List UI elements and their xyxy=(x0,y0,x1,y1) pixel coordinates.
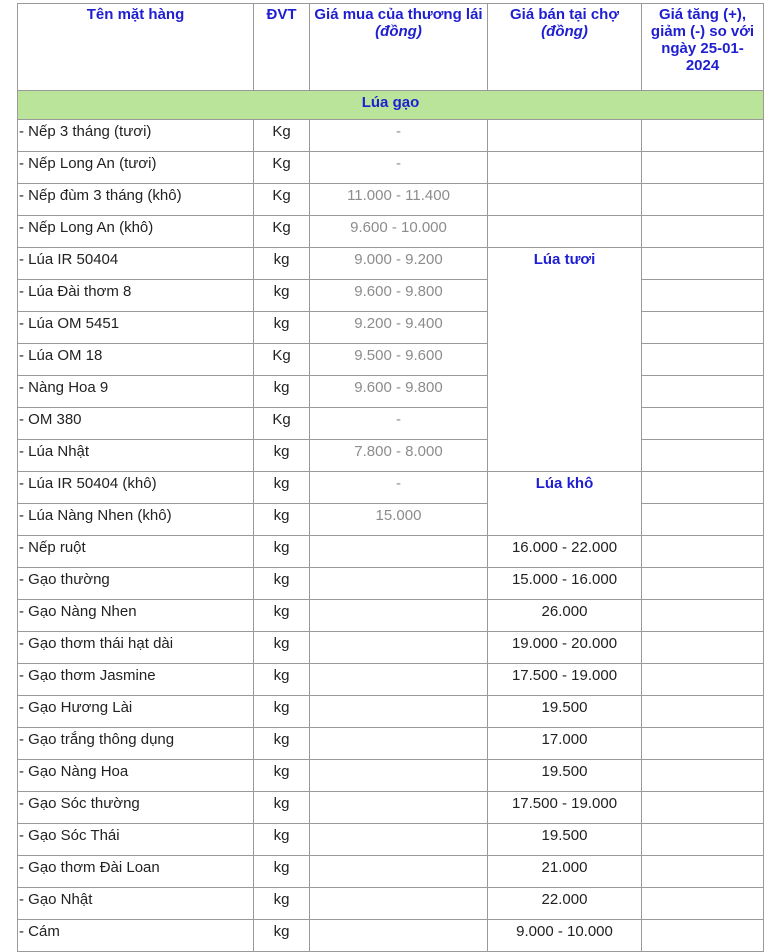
header-item-name xyxy=(18,4,254,91)
item-name-cell: - Lúa IR 50404 xyxy=(18,248,254,280)
unit-cell: kg xyxy=(254,280,310,312)
table-row xyxy=(18,184,764,216)
buy-price-cell: 9.600 - 9.800 xyxy=(310,376,488,408)
table-row xyxy=(18,120,764,152)
buy-price-cell: - xyxy=(310,120,488,152)
table-row xyxy=(18,344,764,376)
item-name-cell: - Lúa Nàng Nhen (khô) xyxy=(18,504,254,536)
buy-price-cell xyxy=(310,824,488,856)
buy-price-cell xyxy=(310,728,488,760)
table-row xyxy=(18,568,764,600)
buy-price-cell: - xyxy=(310,472,488,504)
item-name-cell: - Nếp ruột xyxy=(18,536,254,568)
sell-price-cell: 9.000 - 10.000 xyxy=(488,920,642,952)
item-name-cell: - Lúa Nhật xyxy=(18,440,254,472)
buy-price-cell: - xyxy=(310,408,488,440)
table-row xyxy=(18,152,764,184)
price-change-cell xyxy=(642,440,764,472)
buy-price-cell: 9.600 - 9.800 xyxy=(310,280,488,312)
header-sell-price-text: Giá bán tại chợ xyxy=(509,6,620,23)
buy-price-cell: 9.200 - 9.400 xyxy=(310,312,488,344)
price-change-cell xyxy=(642,344,764,376)
unit-cell: Kg xyxy=(254,152,310,184)
table-row xyxy=(18,888,764,920)
table-row xyxy=(18,664,764,696)
table-row xyxy=(18,824,764,856)
buy-price-cell: - xyxy=(310,152,488,184)
price-table xyxy=(17,3,764,952)
sell-price-cell xyxy=(488,216,642,248)
unit-cell: kg xyxy=(254,376,310,408)
table-row xyxy=(18,792,764,824)
sell-price-cell: 19.500 xyxy=(488,824,642,856)
price-change-cell xyxy=(642,696,764,728)
item-name-cell: - Gạo thường xyxy=(18,568,254,600)
sell-price-cell: 15.000 - 16.000 xyxy=(488,568,642,600)
group-label-lua-kho: Lúa khô xyxy=(488,472,642,536)
price-change-cell xyxy=(642,152,764,184)
sell-price-cell: 22.000 xyxy=(488,888,642,920)
price-change-cell xyxy=(642,664,764,696)
table-row xyxy=(18,856,764,888)
item-name-cell: - Nàng Hoa 9 xyxy=(18,376,254,408)
table-row xyxy=(18,472,764,504)
price-change-cell xyxy=(642,760,764,792)
unit-cell: kg xyxy=(254,792,310,824)
buy-price-cell xyxy=(310,888,488,920)
item-name-cell: - Gạo Hương Lài xyxy=(18,696,254,728)
item-name-cell: - Gạo trắng thông dụng xyxy=(18,728,254,760)
buy-price-cell xyxy=(310,792,488,824)
price-change-cell xyxy=(642,888,764,920)
section-row xyxy=(18,91,764,120)
unit-cell: Kg xyxy=(254,408,310,440)
price-change-cell xyxy=(642,824,764,856)
unit-cell: kg xyxy=(254,504,310,536)
item-name-cell: - Gạo Nhật xyxy=(18,888,254,920)
buy-price-cell: 9.000 - 9.200 xyxy=(310,248,488,280)
header-sell-price xyxy=(488,4,642,91)
buy-price-cell xyxy=(310,568,488,600)
buy-price-cell: 15.000 xyxy=(310,504,488,536)
sell-price-cell: 17.500 - 19.000 xyxy=(488,664,642,696)
price-change-cell xyxy=(642,632,764,664)
table-row xyxy=(18,696,764,728)
header-item-name-text: Tên mặt hàng xyxy=(86,6,185,23)
item-name-cell: - Cám xyxy=(18,920,254,952)
price-change-cell xyxy=(642,312,764,344)
item-name-cell: - Nếp 3 tháng (tươi) xyxy=(18,120,254,152)
price-change-cell xyxy=(642,280,764,312)
item-name-cell: - Gạo Nàng Nhen xyxy=(18,600,254,632)
header-price-change-text: Giá tăng (+), giảm (-) so với ngày 25-01-2024 xyxy=(650,6,755,74)
unit-cell: kg xyxy=(254,312,310,344)
price-change-cell xyxy=(642,120,764,152)
price-change-cell xyxy=(642,728,764,760)
item-name-cell: - Gạo thơm thái hạt dài xyxy=(18,632,254,664)
header-buy-price-unit: (đồng) xyxy=(375,23,422,40)
price-change-cell xyxy=(642,568,764,600)
unit-cell: kg xyxy=(254,248,310,280)
unit-cell: kg xyxy=(254,760,310,792)
unit-cell: kg xyxy=(254,824,310,856)
buy-price-cell xyxy=(310,632,488,664)
price-change-cell xyxy=(642,248,764,280)
buy-price-cell xyxy=(310,536,488,568)
table-row xyxy=(18,312,764,344)
buy-price-cell: 11.000 - 11.400 xyxy=(310,184,488,216)
buy-price-cell xyxy=(310,760,488,792)
buy-price-cell: 9.500 - 9.600 xyxy=(310,344,488,376)
sell-price-cell: 17.000 xyxy=(488,728,642,760)
price-change-cell xyxy=(642,856,764,888)
price-change-cell xyxy=(642,472,764,504)
item-name-cell: - Nếp Long An (khô) xyxy=(18,216,254,248)
buy-price-cell xyxy=(310,696,488,728)
price-change-cell xyxy=(642,920,764,952)
unit-cell: kg xyxy=(254,920,310,952)
item-name-cell: - Gạo thơm Đài Loan xyxy=(18,856,254,888)
table-row xyxy=(18,536,764,568)
table-row xyxy=(18,216,764,248)
sell-price-cell xyxy=(488,120,642,152)
price-change-cell xyxy=(642,536,764,568)
sell-price-cell xyxy=(488,152,642,184)
header-buy-price-text: Giá mua của thương lái xyxy=(314,6,483,23)
item-name-cell: - Nếp Long An (tươi) xyxy=(18,152,254,184)
header-sell-price-unit: (đồng) xyxy=(541,23,588,40)
table-row xyxy=(18,728,764,760)
unit-cell: kg xyxy=(254,472,310,504)
price-change-cell xyxy=(642,792,764,824)
header-unit-text: ĐVT xyxy=(266,6,297,23)
sell-price-cell: 16.000 - 22.000 xyxy=(488,536,642,568)
unit-cell: kg xyxy=(254,856,310,888)
price-change-cell xyxy=(642,184,764,216)
item-name-cell: - Lúa IR 50404 (khô) xyxy=(18,472,254,504)
item-name-cell: - Gạo thơm Jasmine xyxy=(18,664,254,696)
unit-cell: kg xyxy=(254,664,310,696)
price-change-cell xyxy=(642,408,764,440)
price-change-cell xyxy=(642,600,764,632)
sell-price-cell: 19.500 xyxy=(488,760,642,792)
table-row xyxy=(18,600,764,632)
unit-cell: kg xyxy=(254,888,310,920)
table-row xyxy=(18,440,764,472)
item-name-cell: - Lúa Đài thơm 8 xyxy=(18,280,254,312)
header-price-change xyxy=(642,4,764,91)
sell-price-cell: 19.500 xyxy=(488,696,642,728)
sell-price-cell: 17.500 - 19.000 xyxy=(488,792,642,824)
unit-cell: Kg xyxy=(254,120,310,152)
table-row xyxy=(18,760,764,792)
sell-price-cell: 26.000 xyxy=(488,600,642,632)
unit-cell: Kg xyxy=(254,184,310,216)
buy-price-cell xyxy=(310,920,488,952)
unit-cell: Kg xyxy=(254,344,310,376)
table-row xyxy=(18,632,764,664)
buy-price-cell xyxy=(310,600,488,632)
table-row xyxy=(18,248,764,280)
header-buy-price xyxy=(310,4,488,91)
unit-cell: kg xyxy=(254,600,310,632)
price-change-cell xyxy=(642,216,764,248)
section-title: Lúa gạo xyxy=(18,91,764,120)
unit-cell: kg xyxy=(254,632,310,664)
unit-cell: kg xyxy=(254,728,310,760)
sell-price-cell: 21.000 xyxy=(488,856,642,888)
item-name-cell: - OM 380 xyxy=(18,408,254,440)
table-row xyxy=(18,280,764,312)
sell-price-cell xyxy=(488,184,642,216)
header-row xyxy=(18,4,764,91)
sell-price-cell: 19.000 - 20.000 xyxy=(488,632,642,664)
price-change-cell xyxy=(642,376,764,408)
item-name-cell: - Gạo Sóc thường xyxy=(18,792,254,824)
buy-price-cell: 9.600 - 10.000 xyxy=(310,216,488,248)
buy-price-cell: 7.800 - 8.000 xyxy=(310,440,488,472)
unit-cell: kg xyxy=(254,568,310,600)
item-name-cell: - Lúa OM 18 xyxy=(18,344,254,376)
item-name-cell: - Nếp đùm 3 tháng (khô) xyxy=(18,184,254,216)
item-name-cell: - Lúa OM 5451 xyxy=(18,312,254,344)
header-unit xyxy=(254,4,310,91)
item-name-cell: - Gạo Nàng Hoa xyxy=(18,760,254,792)
table-row xyxy=(18,376,764,408)
unit-cell: kg xyxy=(254,440,310,472)
price-change-cell xyxy=(642,504,764,536)
buy-price-cell xyxy=(310,664,488,696)
table-row xyxy=(18,920,764,952)
group-label-lua-tuoi: Lúa tươi xyxy=(488,248,642,472)
item-name-cell: - Gạo Sóc Thái xyxy=(18,824,254,856)
table-row xyxy=(18,504,764,536)
buy-price-cell xyxy=(310,856,488,888)
unit-cell: Kg xyxy=(254,216,310,248)
table-row xyxy=(18,408,764,440)
unit-cell: kg xyxy=(254,696,310,728)
unit-cell: kg xyxy=(254,536,310,568)
